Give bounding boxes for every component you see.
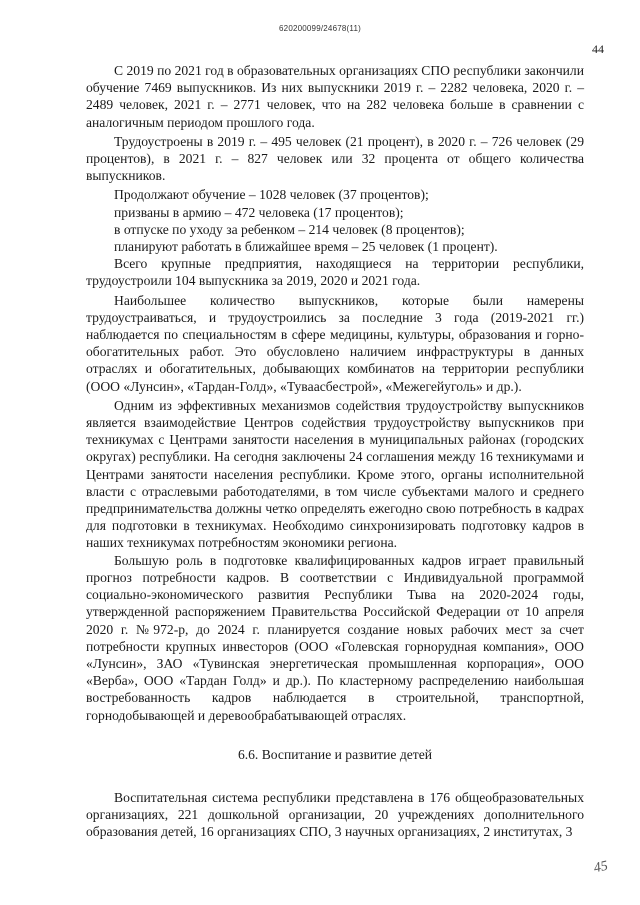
- document-body: [86, 62, 584, 841]
- section-heading: 6.6. Воспитание и развитие детей: [237, 746, 433, 762]
- list-item: Продолжают обучение – 1028 человек (37 процентов);: [114, 187, 429, 203]
- paragraph: С 2019 по 2021 год в образовательных организациях СПО республики закончили обучение 7469 выпускников. Из них выпускники 2019 г. – 2282 человека, 2020 г. – 2489 человек, 2021 г. – 2771 человек, что на 282 человека больше в сравнении с аналогичным периодом прошлого года.: [86, 63, 584, 130]
- paragraph: Большую роль в подготовке квалифицированных кадров играет правильный прогноз потребности кадров. В соответствии с Индивидуальной программой социально-экономического развития Республики Тыва на 2020-2024 годы, утвержденной распоряжением Правительства Российской Федерации от 10 апреля 2020 г. №972-р, до 2024 г. планируется создание новых рабочих мест за счет потребности крупных инвесторов (ООО «Голевская горнорудная компания», ООО «Лунсин», ЗАО «Тувинская энергетическая промышленная корпорация», ООО «Верба», ООО «Тардан Голд» и др.). По кластерному распределению наибольшая востребованность кадров наблюдается в строительной, транспортной, горнодобывающей и деревообрабатывающей отраслях.: [86, 552, 584, 723]
- document-id: 620200099/24678(11): [279, 24, 361, 33]
- paragraph: Трудоустроены в 2019 г. – 495 человек (21 процент), в 2020 г. – 726 человек (29 процентов), в 2021 г. – 827 человек или 32 процента от общего количества выпускников.: [86, 133, 584, 184]
- handwritten-page-mark: 45: [592, 858, 610, 877]
- paragraph: Одним из эффективных механизмов содействия трудоустройству выпускников является взаимодействие Центров содействия трудоустройству выпускников при техникумах с Центрами занятости населения в муниципальных районах (городских округах) республики. На сегодня заключены 24 соглашения между 16 техникумами и Центрами занятости населения республики. Кроме этого, органы исполнительной власти с отраслевыми работодателями, в том числе субъектами малого и среднего предпринимательства должны четко определять ежегодно свою потребность в кадрах для подготовки в техникумах. Необходимо синхронизировать подготовку кадров в наших техникумах потребностям экономики региона.: [86, 397, 584, 551]
- paragraph: Всего крупные предприятия, находящиеся на территории республики, трудоустроили 104 выпускника за 2019, 2020 и 2021 года.: [86, 256, 584, 289]
- page-number: 44: [592, 42, 604, 56]
- list-item: в отпуске по уходу за ребенком – 214 человек (8 процентов);: [114, 221, 465, 237]
- list-item: призваны в армию – 472 человека (17 процентов);: [114, 204, 404, 220]
- paragraph: Наибольшее количество выпускников, которые были намерены трудоустраиваться, и трудоустроились за последние 3 года (2019-2021 гг.) наблюдается по специальностям в сфере медицины, культуры, образования и горно-обогатительных работ. Это обусловлено наличием инфраструктуры в данных отраслях и обогатительных, добывающих комбинатов на территории республики (ООО «Лунсин», «Тардан-Голд», «Тувaacбестрой», «Межегейуголь» и др.).: [86, 292, 584, 394]
- list-item: планируют работать в ближайшее время – 25 человек (1 процент).: [114, 239, 498, 255]
- paragraph: Воспитательная система республики представлена в 176 общеобразовательных организациях, 221 дошкольной организации, 20 учреждениях дополнительного образования детей, 16 организациях СПО, 3 научных организациях, 2 институтах, 3: [86, 789, 584, 840]
